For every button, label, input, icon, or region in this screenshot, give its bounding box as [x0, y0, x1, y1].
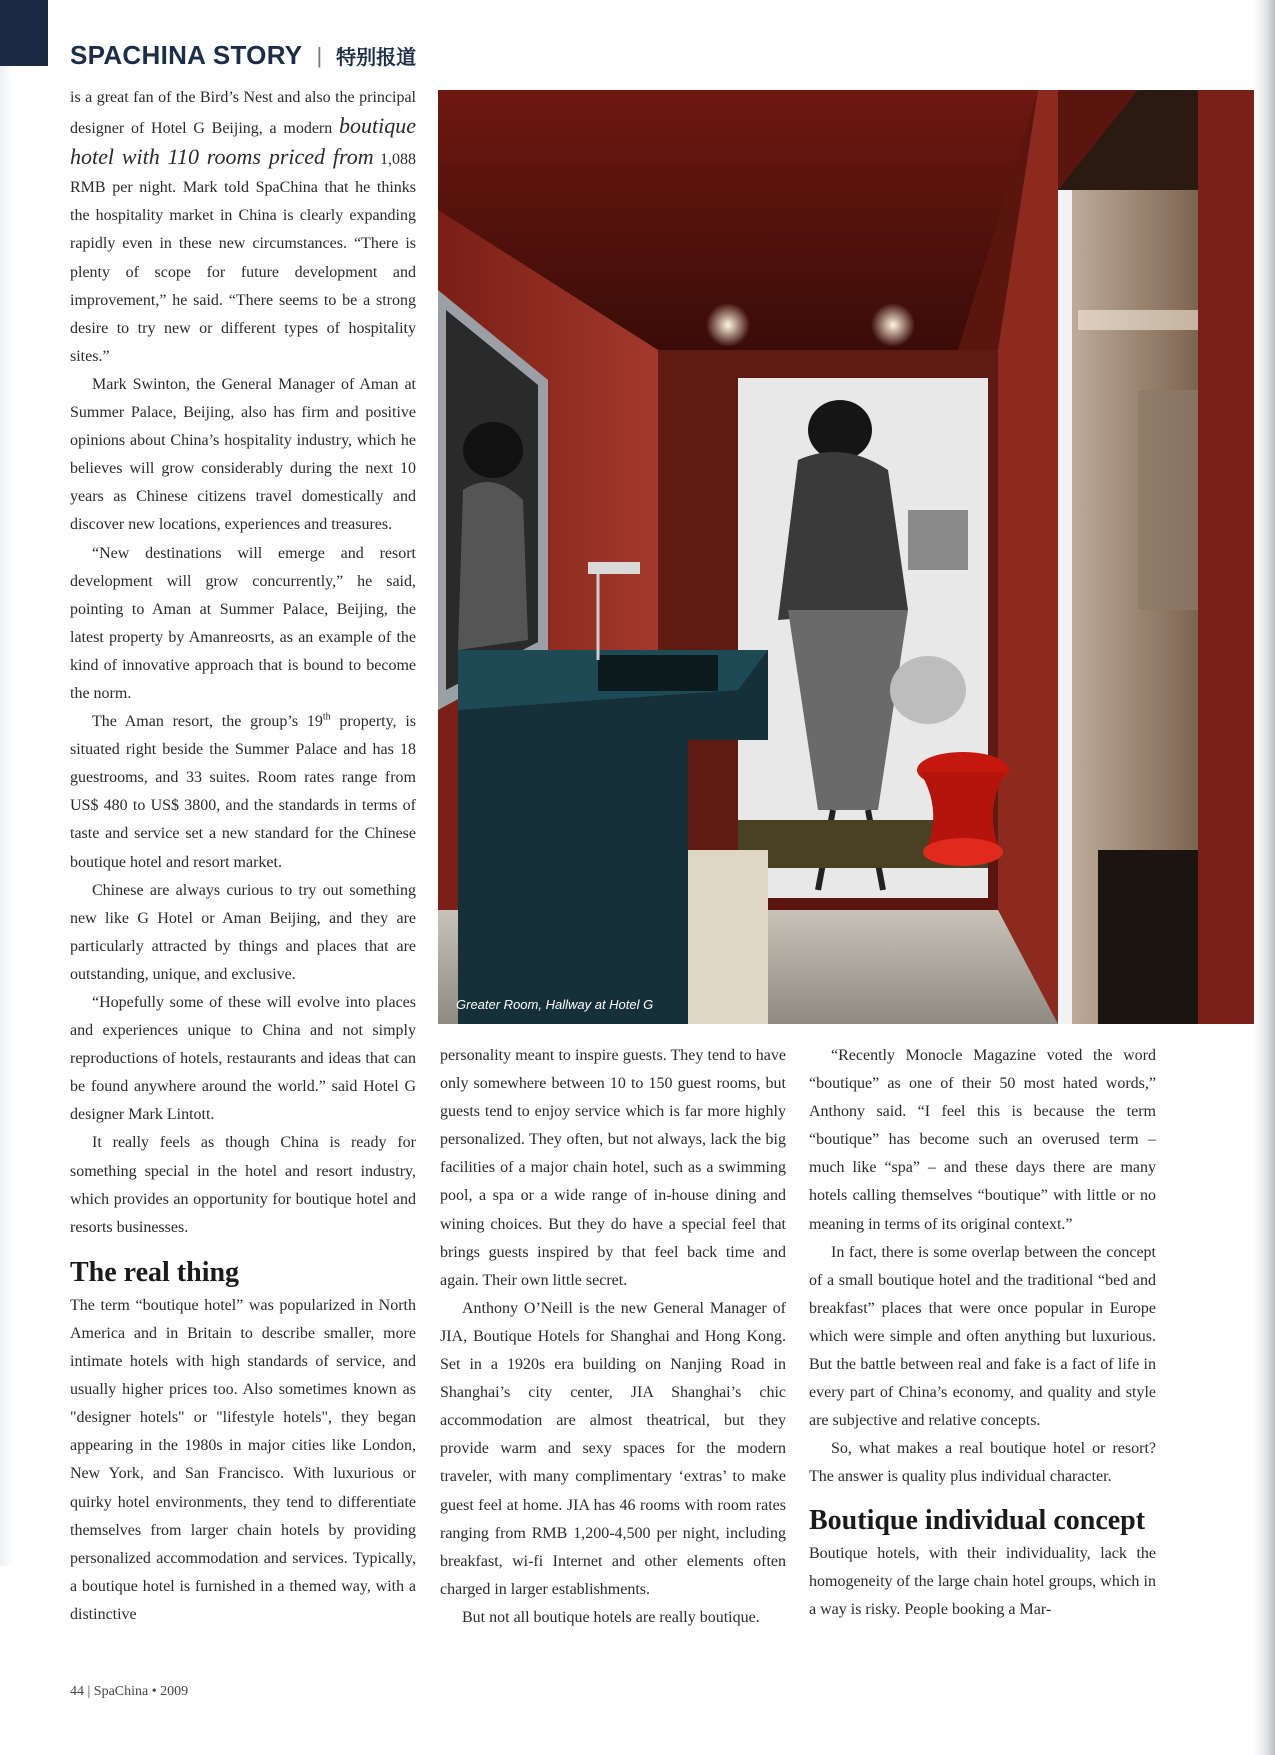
paragraph: Anthony O’Neill is the new General Manager of JIA, Boutique Hotels for Shanghai and Hong Kong. Set in a 1920s era building on Nanjing Road in Shanghai’s city center, JIA Shanghai’s chic accommodation are almost theatrical, but they provide warm and sexy spaces for the modern traveler, with many complimentary ‘extras’ to make guest feel at home. JIA has 46 rooms with room rates ranging from RMB 1,200-4,500 per night, including breakfast, wi-fi Internet and other elements often charged in larger establishments. [440, 1299, 786, 1598]
article-column-2 [440, 1042, 786, 1632]
page-footer-folio: 44 | SpaChina • 2009 [70, 1684, 189, 1699]
paragraph: Mark Swinton, the General Manager of Aman at Summer Palace, Beijing, also has firm and positive opinions about China’s hospitality industry, which he believes will grow considerably during the next 10 years as Chinese citizens travel domestically and discover new locations, experiences and treasures. [70, 375, 416, 534]
hotel-hallway-photo [438, 90, 1254, 1024]
page-edge-shade-left [0, 66, 14, 1566]
paragraph: “Recently Monocle Magazine voted the word “boutique” as one of their 50 most hated words,” Anthony said. “I feel this is because the term “boutique” has become such an overused term – much like “spa” – and these days there are many hotels calling themselves “boutique” with little or no meaning in terms of its original context.” [809, 1047, 1156, 1233]
paragraph: But not all boutique hotels are really boutique. [462, 1608, 760, 1626]
paragraph: “New destinations will emerge and resort development will grow concurrently,” he said, pointing to Aman at Summer Palace, Beijing, the latest property by Amanreosrts, as an example of the kind of innovative approach that is bound to become the norm. [70, 544, 416, 702]
paragraph: “Hopefully some of these will evolve into places and experiences unique to China and not simply reproductions of hotels, restaurants and ideas that can be found anywhere around the world.” said Hotel G designer Mark Lintott. [70, 994, 416, 1124]
paragraph: In fact, there is some overlap between the concept of a small boutique hotel and the traditional “bed and breakfast” places that were once popular in Europe which were simple and often anything but luxurious. But the battle between real and fake is a fact of life in every part of China’s economy, and quality and style are subjective and relative concepts. [809, 1243, 1156, 1430]
page-gutter-shade [1253, 0, 1275, 1755]
subheading: The real thing [70, 1256, 240, 1288]
article-column-1 [70, 84, 416, 1629]
paragraph: So, what makes a real boutique hotel or resort? The answer is quality plus individual character. [809, 1440, 1156, 1486]
photo-caption: Greater Room, Hallway at Hotel G [456, 997, 654, 1012]
paragraph: It really feels as though China is ready for something special in the hotel and resort industry, which provides an opportunity for boutique hotel and resorts businesses. [70, 1134, 416, 1236]
paragraph: is a great fan of the Bird’s Nest and also the principal designer of Hotel G Beijing, a modern boutique hotel with 110 rooms priced from 1,088 RMB per night. Mark told SpaChina that he thinks the hospitality market in China is clearly expanding rapidly even in these new circumstances. “There is plenty of scope for future development and improvement,” he said. “There seems to be a strong desire to try new or different types of hospitality sites.” [70, 89, 417, 365]
header-separator: | [316, 42, 323, 68]
subheading: Boutique individual concept [809, 1504, 1146, 1536]
corner-accent-block [0, 0, 48, 66]
hallway-illustration [438, 90, 1254, 1024]
paragraph: Boutique hotels, with their individuality, lack the homogeneity of the large chain hotel groups, which in a way is risky. People booking a Mar- [809, 1544, 1156, 1618]
article-column-3 [809, 1042, 1156, 1624]
section-title: SPACHINA STORY [70, 40, 303, 70]
paragraph: Chinese are always curious to try out something new like G Hotel or Aman Beijing, and they are particularly attracted by things and places that are outstanding, unique, and exclusive. [70, 881, 416, 983]
paragraph: The term “boutique hotel” was popularized in North America and in Britain to describe smaller, more intimate hotels with high standards of service, and usually higher prices too. Also sometimes known as "designer hotels" or "lifestyle hotels", they began appearing in the 1980s in major cities like London, New York, and San Francisco. With luxurious or quirky hotel environments, they tend to differentiate themselves from larger chain hotels by providing personalized accommodation and services. Typically, a boutique hotel is furnished in a themed way, with a distinctive [70, 1296, 416, 1623]
paragraph: The Aman resort, the group’s 19th property, is situated right beside the Summer Palace and has 18 guestrooms, and 33 suites. Room rates range from US$ 480 to US$ 3800, and the standards in terms of taste and service set a new standard for the Chinese boutique hotel and resort market. [70, 711, 416, 871]
paragraph: personality meant to inspire guests. They tend to have only somewhere between 10 to 150 guest rooms, but guests tend to enjoy service which is far more highly personalized. They often, but not always, lack the big facilities of a major chain hotel, such as a swimming pool, a spa or a wide range of in-house dining and wining choices. But they do have a special feel that brings guests inspired by that feel back time and again. Their own little secret. [440, 1047, 786, 1289]
section-title-chinese: 特别报道 [336, 45, 417, 69]
section-header [70, 40, 416, 71]
emphasized-phrase: boutique hotel with 110 rooms priced from [70, 113, 416, 170]
